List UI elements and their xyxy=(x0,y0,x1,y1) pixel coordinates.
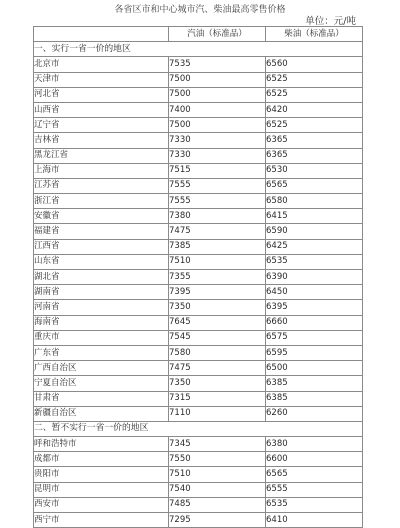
region-name-cell: 北京市 xyxy=(34,57,169,72)
diesel-price-cell: 6450 xyxy=(266,285,363,300)
region-name-cell: 浙江省 xyxy=(34,194,169,209)
table-row xyxy=(34,437,363,452)
table-row xyxy=(34,224,363,239)
diesel-price-cell: 6385 xyxy=(266,376,363,391)
gasoline-price-cell: 7380 xyxy=(169,209,266,224)
gasoline-price-cell: 7500 xyxy=(169,72,266,87)
region-name-cell: 河北省 xyxy=(34,87,169,102)
diesel-price-cell: 6365 xyxy=(266,133,363,148)
region-name-cell: 河南省 xyxy=(34,300,169,315)
region-name-cell: 西安市 xyxy=(34,497,169,512)
gasoline-price-cell: 7515 xyxy=(169,163,266,178)
diesel-price-cell: 6595 xyxy=(266,345,363,360)
table-row xyxy=(34,467,363,482)
region-name-cell: 上海市 xyxy=(34,163,169,178)
table-row xyxy=(34,406,363,421)
header-diesel: 柴油（标准品） xyxy=(266,27,363,42)
table-row xyxy=(34,57,363,72)
diesel-price-cell: 6410 xyxy=(266,513,363,528)
gasoline-price-cell: 7510 xyxy=(169,467,266,482)
region-name-cell: 成都市 xyxy=(34,452,169,467)
diesel-price-cell: 6395 xyxy=(266,300,363,315)
gasoline-price-cell: 7580 xyxy=(169,345,266,360)
table-row xyxy=(34,300,363,315)
gasoline-price-cell: 7295 xyxy=(169,513,266,528)
region-name-cell: 吉林省 xyxy=(34,133,169,148)
gasoline-price-cell: 7475 xyxy=(169,224,266,239)
diesel-price-cell: 6415 xyxy=(266,209,363,224)
region-name-cell: 黑龙江省 xyxy=(34,148,169,163)
gasoline-price-cell: 7350 xyxy=(169,376,266,391)
gasoline-price-cell: 7355 xyxy=(169,270,266,285)
gasoline-price-cell: 7550 xyxy=(169,452,266,467)
table-row xyxy=(34,178,363,193)
diesel-price-cell: 6525 xyxy=(266,72,363,87)
region-name-cell: 江苏省 xyxy=(34,178,169,193)
gasoline-price-cell: 7345 xyxy=(169,437,266,452)
table-row xyxy=(34,452,363,467)
diesel-price-cell: 6575 xyxy=(266,330,363,345)
gasoline-price-cell: 7400 xyxy=(169,102,266,117)
diesel-price-cell: 6365 xyxy=(266,148,363,163)
region-name-cell: 广西自治区 xyxy=(34,361,169,376)
diesel-price-cell: 6260 xyxy=(266,406,363,421)
table-row xyxy=(34,482,363,497)
region-name-cell: 甘肃省 xyxy=(34,391,169,406)
header-blank-cell xyxy=(34,27,169,42)
gasoline-price-cell: 7545 xyxy=(169,330,266,345)
gasoline-price-cell: 7315 xyxy=(169,391,266,406)
diesel-price-cell: 6660 xyxy=(266,315,363,330)
table-row xyxy=(34,345,363,360)
table-row xyxy=(34,270,363,285)
table-row xyxy=(34,118,363,133)
unit-label: 单位：元/吨 xyxy=(305,16,356,27)
diesel-price-cell: 6380 xyxy=(266,437,363,452)
region-name-cell: 山西省 xyxy=(34,102,169,117)
table-row xyxy=(34,209,363,224)
region-name-cell: 安徽省 xyxy=(34,209,169,224)
gasoline-price-cell: 7645 xyxy=(169,315,266,330)
region-name-cell: 山东省 xyxy=(34,254,169,269)
table-row xyxy=(34,148,363,163)
region-name-cell: 重庆市 xyxy=(34,330,169,345)
diesel-price-cell: 6560 xyxy=(266,57,363,72)
region-name-cell: 昆明市 xyxy=(34,482,169,497)
region-name-cell: 贵阳市 xyxy=(34,467,169,482)
table-row xyxy=(34,376,363,391)
gasoline-price-cell: 7500 xyxy=(169,87,266,102)
region-name-cell: 新疆自治区 xyxy=(34,406,169,421)
page-title: 各省区市和中心城市汽、柴油最高零售价格 xyxy=(114,5,286,15)
diesel-price-cell: 6590 xyxy=(266,224,363,239)
region-name-cell: 西宁市 xyxy=(34,513,169,528)
gasoline-price-cell: 7395 xyxy=(169,285,266,300)
table-row xyxy=(34,254,363,269)
section-row xyxy=(34,421,363,436)
region-name-cell: 呼和浩特市 xyxy=(34,437,169,452)
diesel-price-cell: 6420 xyxy=(266,102,363,117)
gasoline-price-cell: 7330 xyxy=(169,133,266,148)
region-name-cell: 江西省 xyxy=(34,239,169,254)
price-table xyxy=(33,26,363,528)
gasoline-price-cell: 7330 xyxy=(169,148,266,163)
gasoline-price-cell: 7110 xyxy=(169,406,266,421)
gasoline-price-cell: 7500 xyxy=(169,118,266,133)
region-name-cell: 海南省 xyxy=(34,315,169,330)
diesel-price-cell: 6425 xyxy=(266,239,363,254)
gasoline-price-cell: 7555 xyxy=(169,194,266,209)
region-name-cell: 宁夏自治区 xyxy=(34,376,169,391)
header-gasoline: 汽油（标准品） xyxy=(169,27,266,42)
region-name-cell: 湖北省 xyxy=(34,270,169,285)
table-row xyxy=(34,330,363,345)
table-row xyxy=(34,163,363,178)
table-row xyxy=(34,239,363,254)
table-row xyxy=(34,72,363,87)
table-row xyxy=(34,315,363,330)
table-row xyxy=(34,285,363,300)
section-row xyxy=(34,42,363,57)
diesel-price-cell: 6565 xyxy=(266,178,363,193)
diesel-price-cell: 6535 xyxy=(266,497,363,512)
region-name-cell: 福建省 xyxy=(34,224,169,239)
table-row xyxy=(34,102,363,117)
gasoline-price-cell: 7510 xyxy=(169,254,266,269)
gasoline-price-cell: 7540 xyxy=(169,482,266,497)
table-row xyxy=(34,391,363,406)
diesel-price-cell: 6530 xyxy=(266,163,363,178)
diesel-price-cell: 6385 xyxy=(266,391,363,406)
table-row xyxy=(34,133,363,148)
diesel-price-cell: 6525 xyxy=(266,87,363,102)
section-label: 一、实行一省一价的地区 xyxy=(34,42,363,57)
diesel-price-cell: 6525 xyxy=(266,118,363,133)
diesel-price-cell: 6390 xyxy=(266,270,363,285)
table-row xyxy=(34,361,363,376)
region-name-cell: 天津市 xyxy=(34,72,169,87)
table-row xyxy=(34,497,363,512)
table-row xyxy=(34,513,363,528)
diesel-price-cell: 6555 xyxy=(266,482,363,497)
region-name-cell: 广东省 xyxy=(34,345,169,360)
diesel-price-cell: 6580 xyxy=(266,194,363,209)
gasoline-price-cell: 7485 xyxy=(169,497,266,512)
gasoline-price-cell: 7535 xyxy=(169,57,266,72)
diesel-price-cell: 6500 xyxy=(266,361,363,376)
table-row xyxy=(34,87,363,102)
gasoline-price-cell: 7350 xyxy=(169,300,266,315)
gasoline-price-cell: 7555 xyxy=(169,178,266,193)
gasoline-price-cell: 7385 xyxy=(169,239,266,254)
region-name-cell: 辽宁省 xyxy=(34,118,169,133)
region-name-cell: 湖南省 xyxy=(34,285,169,300)
diesel-price-cell: 6535 xyxy=(266,254,363,269)
diesel-price-cell: 6600 xyxy=(266,452,363,467)
header-row xyxy=(34,27,363,42)
section-label: 二、暂不实行一省一价的地区 xyxy=(34,421,363,436)
diesel-price-cell: 6565 xyxy=(266,467,363,482)
gasoline-price-cell: 7475 xyxy=(169,361,266,376)
price-table-body xyxy=(34,27,363,528)
table-row xyxy=(34,194,363,209)
